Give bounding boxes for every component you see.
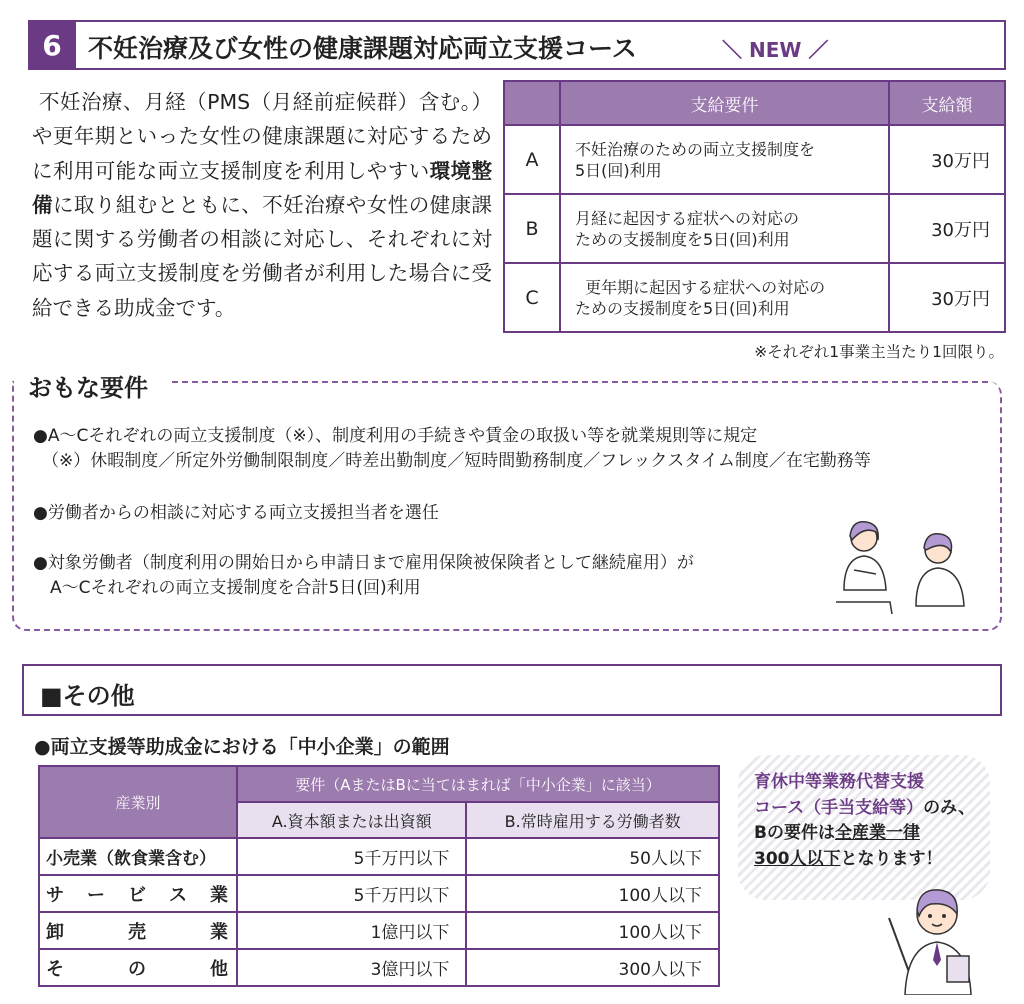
- sme-col-workers: B.常時雇用する労働者数: [466, 802, 719, 838]
- section-header: [30, 20, 1006, 70]
- industry-char: 他: [210, 958, 228, 980]
- industry-char: 売: [128, 921, 146, 943]
- requirement-item-3: ●対象労働者（制度利用の開始日から申請日まで雇用保険被保険者として継続雇用）が: [33, 553, 694, 573]
- support-amount: 30万円: [889, 194, 1005, 263]
- sme-requirement-header: 要件（AまたはBに当てはまれば「中小企業」に該当）: [237, 766, 719, 802]
- sme-capital-value: 3億円以下: [237, 949, 466, 986]
- support-amount: 30万円: [889, 125, 1005, 194]
- support-row-a: [504, 125, 1005, 194]
- support-requirement: [560, 125, 889, 194]
- requirement-item-1: ●A～Cそれぞれの両立支援制度（※）、制度利用の手続きや賃金の取扱い等を就業規則等に規定: [33, 426, 758, 446]
- sme-industry-header: 産業別: [39, 766, 237, 838]
- req-line1: 更年期に起因する症状への対応の: [585, 277, 826, 297]
- intro-paragraph: [32, 85, 492, 325]
- callout-line2-course: コース（手当支給等）: [754, 797, 924, 818]
- consultation-illustration: [830, 510, 970, 620]
- support-row-b: [504, 194, 1005, 263]
- industry-label: [46, 955, 228, 981]
- callout-line2-rest: のみ、: [923, 797, 976, 818]
- industry-char: ー: [87, 884, 105, 906]
- industry-label: [46, 881, 228, 907]
- industry-label: 小売業（飲食業含む）: [46, 849, 216, 869]
- callout-line3-underline: 全産業一律: [834, 823, 920, 843]
- callout-line1: 育休中等業務代替支援: [754, 772, 924, 792]
- requirements-box-top-border: [172, 381, 988, 383]
- callout-line4-rest: となります！: [840, 848, 943, 869]
- intro-text-1: 不妊治療、月経（PMS（月経前症候群）含む。）や更年期といった女性の健康課題に対応するために利用可能な両立支援制度を利用しやすい: [32, 90, 492, 183]
- callout-line3-a: Bの要件は: [754, 823, 835, 843]
- industry-char: の: [128, 958, 146, 980]
- industry-char: サ: [46, 884, 64, 906]
- pointer-person-illustration: [875, 880, 990, 995]
- sme-industry-name: [39, 838, 237, 875]
- callout-text: [754, 770, 984, 872]
- industry-char: 業: [210, 884, 228, 906]
- sme-row-wholesale: [39, 912, 719, 949]
- sme-capital-value: 5千万円以下: [237, 875, 466, 912]
- industry-char: ビ: [128, 884, 146, 906]
- req-line2: ための支援制度を5日(回)利用: [575, 298, 790, 318]
- industry-label: [46, 918, 228, 944]
- sme-row-retail: [39, 838, 719, 875]
- sme-header-row-1: [39, 766, 719, 802]
- requirement-item-3-cont: A～Cそれぞれの両立支援制度を合計5日(回)利用: [50, 578, 421, 598]
- support-table-header: [504, 81, 1005, 125]
- section-number: 6: [28, 20, 76, 70]
- intro-text-2: に取り組むとともに、不妊治療や女性の健康課題に関する労働者の相談に対応し、それぞれに対応する両立支援制度を労働者が利用した場合に受給できる助成金です。: [32, 192, 493, 320]
- requirements-title: おもな要件: [28, 374, 148, 402]
- support-requirement: [560, 194, 889, 263]
- support-row-c: [504, 263, 1005, 332]
- sme-range-title: ●両立支援等助成金における「中小企業」の範囲: [34, 736, 450, 758]
- sme-row-other: [39, 949, 719, 986]
- support-note: ※それぞれ1事業主当たり1回限り。: [754, 343, 1004, 361]
- sme-workers-value: 50人以下: [466, 838, 719, 875]
- sme-col-capital: A.資本額または出資額: [237, 802, 466, 838]
- sme-table: [38, 765, 720, 987]
- requirement-item-2: ●労働者からの相談に対応する両立支援担当者を選任: [33, 503, 439, 523]
- support-amount: 30万円: [889, 263, 1005, 332]
- industry-char: 卸: [46, 921, 64, 943]
- support-col-amount: 支給額: [889, 81, 1005, 125]
- sme-capital-value: 1億円以下: [237, 912, 466, 949]
- support-col-requirement: 支給要件: [560, 81, 889, 125]
- support-key: B: [504, 194, 560, 263]
- sme-capital-value: 5千万円以下: [237, 838, 466, 875]
- sme-row-service: [39, 875, 719, 912]
- other-title: ■その他: [40, 682, 135, 710]
- sme-workers-value: 300人以下: [466, 949, 719, 986]
- sme-industry-name: [39, 949, 237, 986]
- support-requirement: [560, 263, 889, 332]
- sme-workers-value: 100人以下: [466, 912, 719, 949]
- sme-industry-name: [39, 875, 237, 912]
- sme-industry-name: [39, 912, 237, 949]
- section-title: 不妊治療及び女性の健康課題対応両立支援コース: [88, 34, 637, 63]
- req-line1: 月経に起因する症状への対応の: [575, 208, 800, 228]
- sme-workers-value: 100人以下: [466, 875, 719, 912]
- industry-char: そ: [46, 958, 64, 980]
- intro-bold: 環境整備: [32, 158, 493, 217]
- req-line1: 不妊治療のための両立支援制度を: [575, 139, 816, 159]
- support-table: [503, 80, 1006, 333]
- industry-char: ス: [169, 884, 187, 906]
- req-line2: 5日(回)利用: [575, 160, 662, 180]
- requirement-item-1-note: （※）休暇制度／所定外労働制限制度／時差出勤制度／短時間勤務制度／フレックスタイム制度／在宅勤務等: [42, 451, 871, 471]
- other-section-header: [22, 664, 1002, 716]
- support-table-corner: [504, 81, 560, 125]
- callout-line4-underline: 300人以下: [754, 848, 841, 869]
- industry-char: 業: [210, 921, 228, 943]
- support-key: C: [504, 263, 560, 332]
- support-key: A: [504, 125, 560, 194]
- req-line2: ための支援制度を5日(回)利用: [575, 229, 790, 249]
- new-badge: ＼ NEW ／: [722, 38, 829, 62]
